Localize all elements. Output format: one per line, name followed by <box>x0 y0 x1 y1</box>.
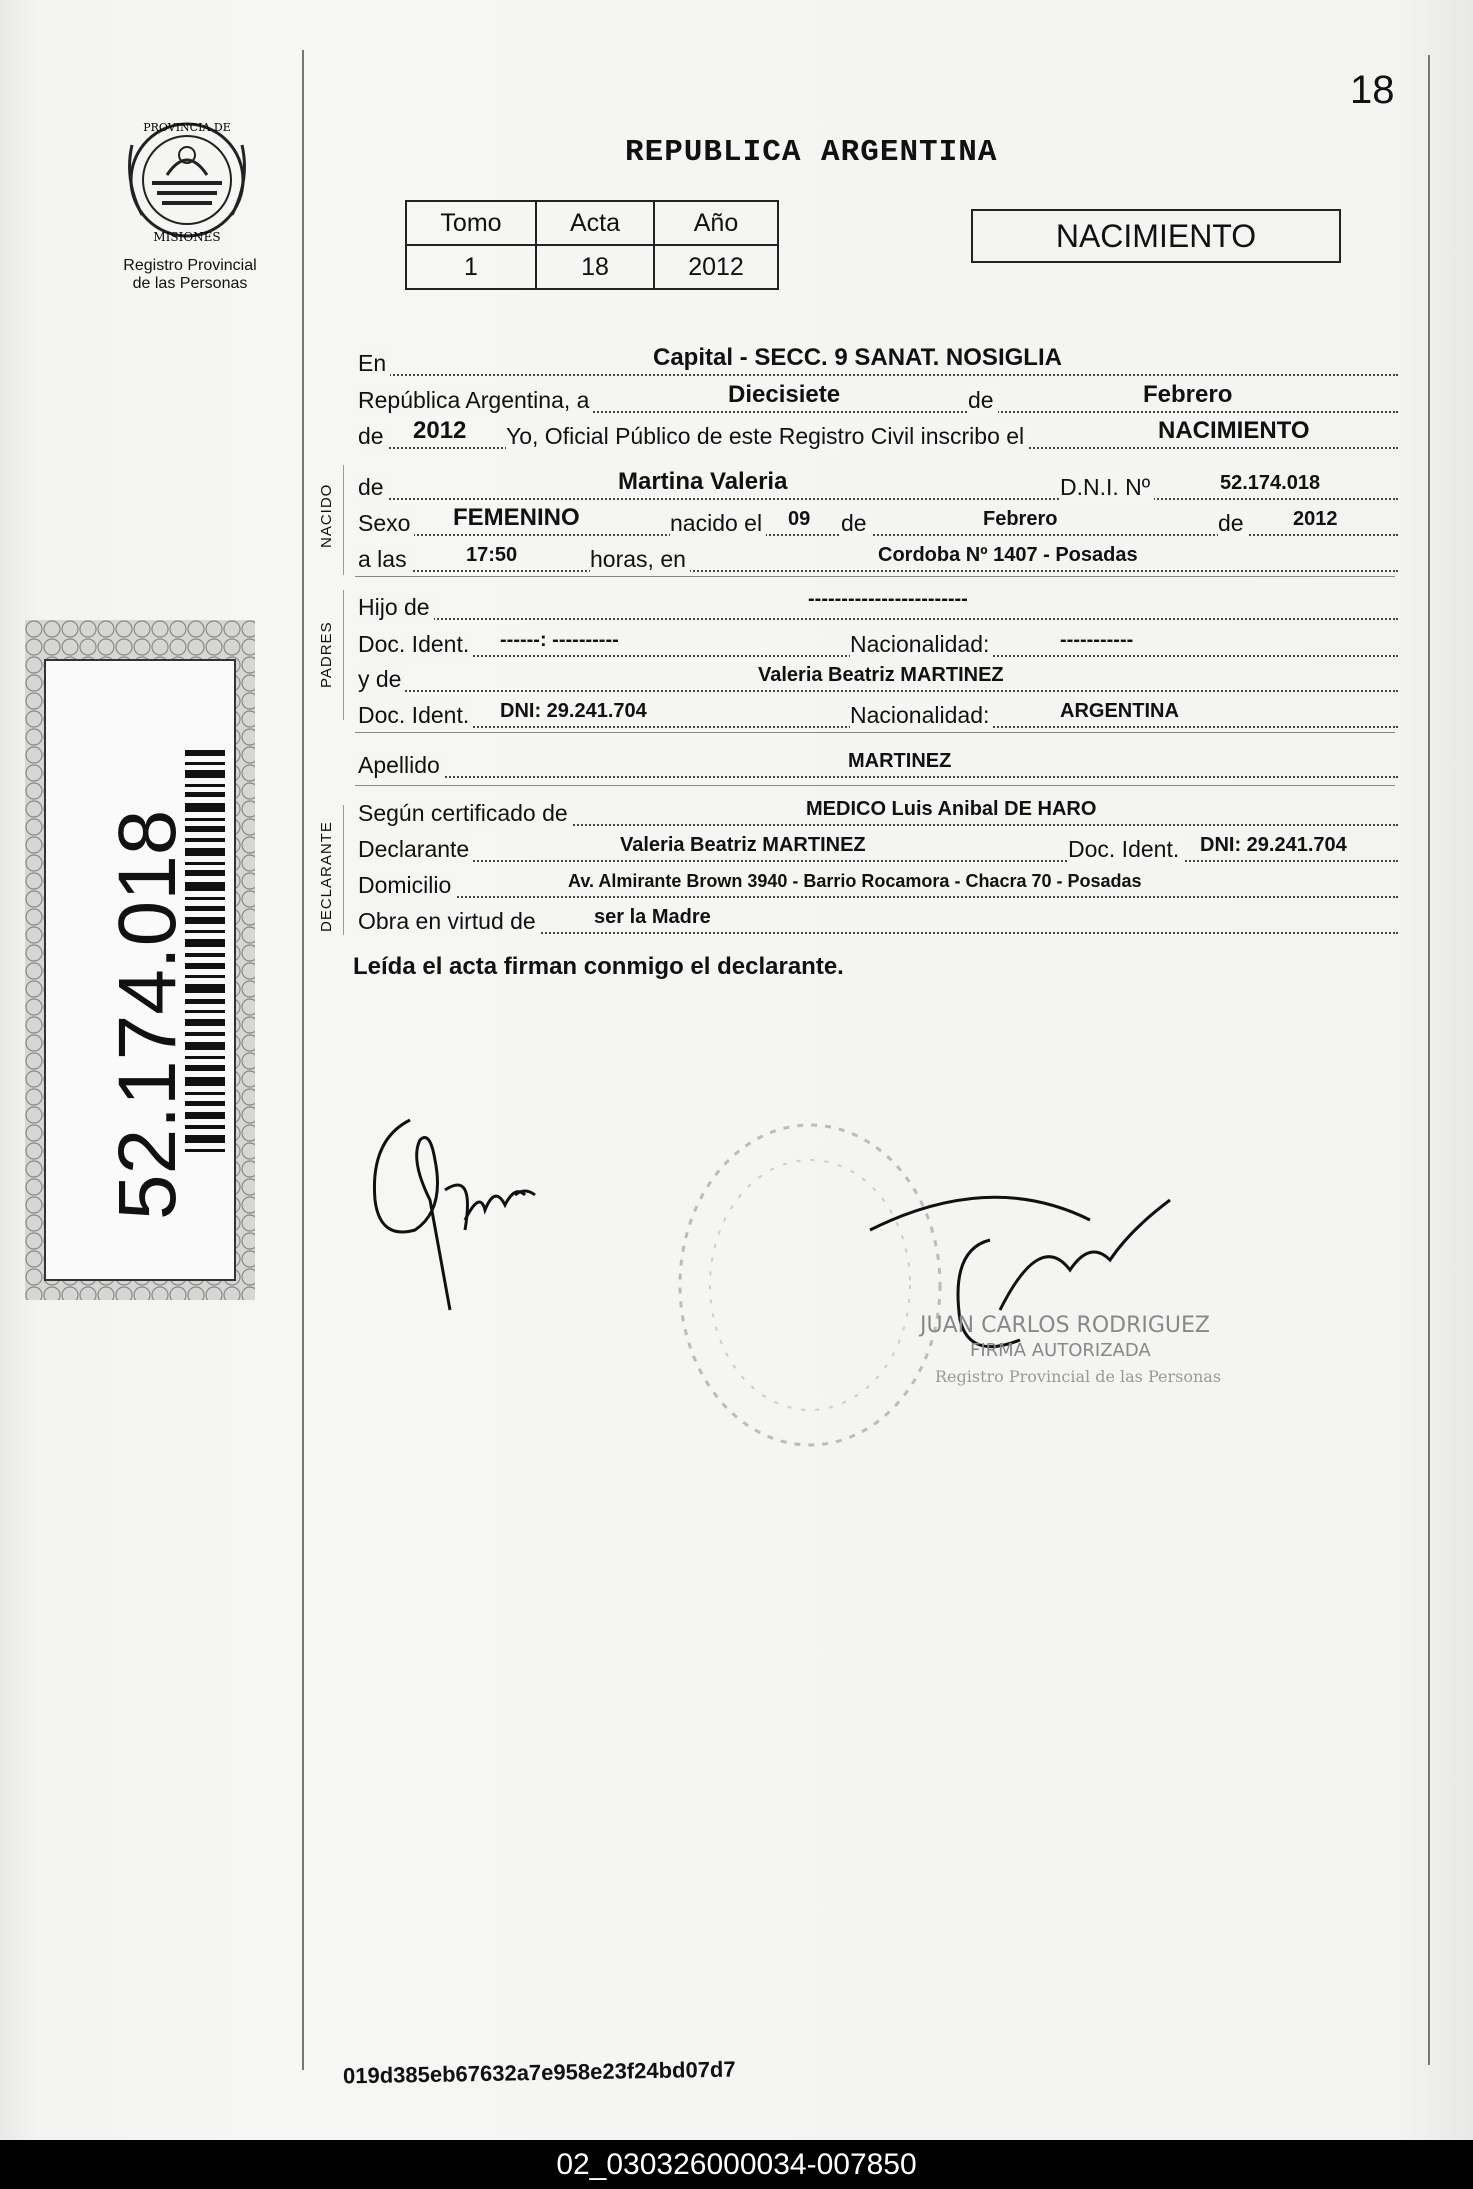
nacido-bracket <box>343 465 344 575</box>
doc1-label: Doc. Ident. <box>358 631 473 658</box>
register-header-row <box>406 201 778 245</box>
apellido-value: MARTINEZ <box>848 750 952 772</box>
section-label-nacido: NACIDO <box>318 483 335 548</box>
horas-en-label: horas, en <box>590 546 690 573</box>
en-value: Capital - SECC. 9 SANAT. NOSIGLIA <box>653 344 1062 371</box>
barcode-number: 52.174.018 <box>102 809 193 1220</box>
logo-caption-line1: Registro Provincial <box>123 257 257 274</box>
doc2-label: Doc. Ident. <box>358 702 473 729</box>
alas-label: a las <box>358 546 411 573</box>
row-apellido <box>358 748 1398 784</box>
nacido-mes: Febrero <box>983 508 1058 530</box>
closing-text: Leída el acta firman conmigo el declarante. <box>353 953 844 980</box>
tomo-value: 1 <box>406 245 536 289</box>
nacido-label: nacido el <box>670 510 766 537</box>
republica-label: República Argentina, a <box>358 387 593 414</box>
official-stamp <box>670 1110 1230 1460</box>
acta-value: 18 <box>536 245 654 289</box>
anio-header: Año <box>654 201 778 245</box>
oficial-text: Yo, Oficial Público de este Registro Civil inscribo el <box>506 423 1028 450</box>
nac1-label: Nacionalidad: <box>850 631 993 658</box>
row-segun <box>358 796 1398 832</box>
acta-header: Acta <box>536 201 654 245</box>
nombre-value: Martina Valeria <box>618 468 788 495</box>
row-obra <box>358 904 1398 940</box>
apellido-label: Apellido <box>358 752 444 779</box>
row-nombre <box>358 470 1398 506</box>
inscribo-value: NACIMIENTO <box>1158 417 1310 444</box>
row-hora <box>358 542 1398 578</box>
decl-doc-label: Doc. Ident. <box>1068 836 1183 863</box>
row-sexo <box>358 506 1398 542</box>
country-title: REPUBLICA ARGENTINA <box>625 135 998 170</box>
declarant-signature <box>355 1100 585 1330</box>
anio-value-field: 2012 <box>413 417 467 444</box>
declarante-bracket <box>343 805 344 935</box>
dni-value: 52.174.018 <box>1220 472 1321 494</box>
record-type-box: NACIMIENTO <box>971 209 1341 263</box>
row-madre <box>358 662 1398 698</box>
madre-value: Valeria Beatriz MARTINEZ <box>758 664 1004 686</box>
barcode-sticker <box>25 620 255 1300</box>
doc2-value: DNI: 29.241.704 <box>500 700 647 722</box>
document-hash: 019d385eb67632a7e958e23f24bd07d7 <box>342 2056 736 2089</box>
row-hijo <box>358 590 1398 626</box>
provincial-seal-icon <box>112 105 262 255</box>
right-margin-line <box>1428 55 1430 2065</box>
row-fecha <box>358 383 1398 419</box>
seal-text-bottom: MISIONES <box>153 230 221 244</box>
segun-label: Según certificado de <box>358 800 572 827</box>
obra-label: Obra en virtud de <box>358 908 540 935</box>
nacido-de-label: de <box>841 510 871 537</box>
domicilio-value: Av. Almirante Brown 3940 - Barrio Rocamora - Chacra 70 - Posadas <box>568 871 1142 891</box>
domicilio-label: Domicilio <box>358 872 455 899</box>
row-doc1 <box>358 627 1398 663</box>
dni-label: D.N.I. Nº <box>1060 474 1154 501</box>
yde-label: y de <box>358 666 405 693</box>
nac2-value: ARGENTINA <box>1060 700 1179 722</box>
left-margin-line <box>302 50 304 2070</box>
mes-value: Febrero <box>1143 381 1233 408</box>
stamp-line2: FIRMA AUTORIZADA <box>970 1340 1151 1361</box>
hijo-label: Hijo de <box>358 594 434 621</box>
barcode-sticker-graphic <box>25 620 255 1300</box>
hijo-value: ------------------------ <box>808 588 968 610</box>
row-doc2 <box>358 698 1398 734</box>
seal-text-top: PROVINCIA DE <box>143 121 231 134</box>
row-declarante <box>358 832 1398 868</box>
sheet-number: 18 <box>1350 68 1395 112</box>
lugar-value: Cordoba Nº 1407 - Posadas <box>878 544 1138 566</box>
nacido-dia: 09 <box>788 508 811 530</box>
de-label: de <box>968 387 998 414</box>
nacido-de2-label: de <box>1218 510 1248 537</box>
logo-caption <box>100 257 280 293</box>
hora-value: 17:50 <box>466 544 518 566</box>
segun-value: MEDICO Luis Anibal DE HARO <box>806 798 1097 820</box>
doc1-value: ------: ---------- <box>500 629 619 651</box>
obra-value: ser la Madre <box>594 906 711 928</box>
section-label-padres: PADRES <box>318 621 335 688</box>
padres-bracket <box>343 590 344 720</box>
row-en <box>358 346 1398 382</box>
anio-value: 2012 <box>654 245 778 289</box>
row-domicilio <box>358 868 1398 904</box>
register-value-row <box>406 245 778 289</box>
logo-caption-line2: de las Personas <box>132 275 248 292</box>
section-label-declarante: DECLARANTE <box>318 821 335 932</box>
stamp-line1: JUAN CARLOS RODRIGUEZ <box>920 1313 1210 1338</box>
anio-prefix-label: de <box>358 423 388 450</box>
nac1-value: ----------- <box>1060 629 1134 651</box>
decl-doc-value: DNI: 29.241.704 <box>1200 834 1347 856</box>
nacido-anio: 2012 <box>1293 508 1338 530</box>
tomo-header: Tomo <box>406 201 536 245</box>
declarante-value: Valeria Beatriz MARTINEZ <box>620 834 866 856</box>
stamp-line3: Registro Provincial de las Personas <box>935 1367 1222 1386</box>
nombre-label: de <box>358 474 388 501</box>
register-table <box>405 200 779 290</box>
footer-id: 02_030326000034-007850 <box>0 2140 1473 2189</box>
sexo-value: FEMENINO <box>453 504 580 531</box>
nac2-label: Nacionalidad: <box>850 702 993 729</box>
declarante-label: Declarante <box>358 836 473 863</box>
dia-value: Diecisiete <box>728 381 841 408</box>
en-label: En <box>358 350 390 377</box>
sexo-label: Sexo <box>358 510 414 537</box>
row-anio <box>358 419 1398 455</box>
